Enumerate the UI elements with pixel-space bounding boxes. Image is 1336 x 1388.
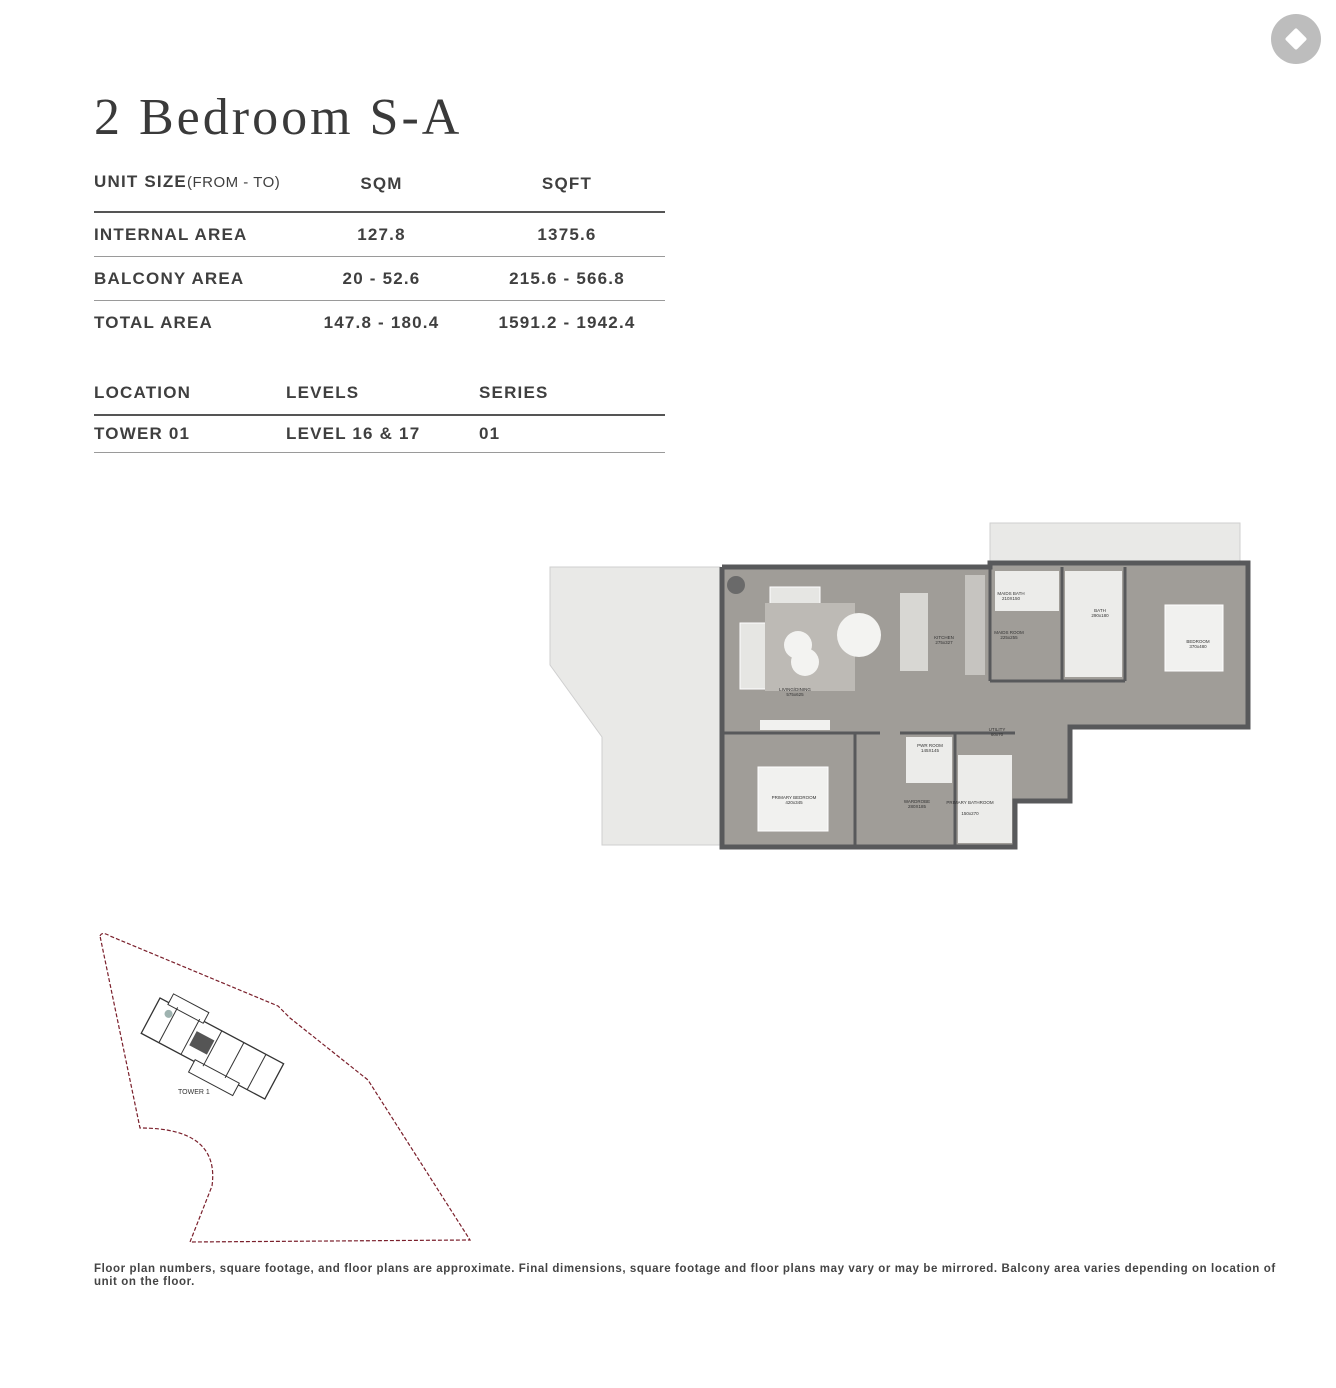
unit-size-sub: (FROM - TO) <box>186 174 281 191</box>
location-header-row <box>94 383 665 415</box>
room-label: 225x255 <box>1000 635 1018 640</box>
room-label: 275x327 <box>935 640 953 645</box>
primary-bath-floor <box>958 755 1012 843</box>
diamond-icon <box>1285 28 1308 51</box>
room-label: 290x180 <box>1091 613 1109 618</box>
sqm-value: 127.8 <box>294 212 469 257</box>
unit-size-header <box>94 172 294 212</box>
row-label: BALCONY AREA <box>94 257 294 301</box>
bed <box>1165 605 1223 671</box>
page-title: 2 Bedroom S-A <box>94 89 463 146</box>
tower-footprint <box>136 989 289 1109</box>
row-label: INTERNAL AREA <box>94 212 294 257</box>
table-row <box>94 257 665 301</box>
sqm-value: 147.8 - 180.4 <box>323 312 440 332</box>
room-label: 210X150 <box>1001 596 1021 601</box>
sqm-value: 20 - 52.6 <box>294 257 469 301</box>
bath-floor <box>1065 571 1122 677</box>
room-label: BATH <box>1094 608 1106 613</box>
location-table <box>94 383 665 453</box>
room-label: BEDROOM <box>1186 639 1210 644</box>
location-header: LOCATION <box>94 383 286 415</box>
table-row <box>94 212 665 257</box>
room-label: PRIMARY BATHROOM <box>946 800 994 805</box>
room-label: LIVING/DINING <box>779 687 811 692</box>
kitchen-counter <box>965 575 985 675</box>
room-label: PRIMARY BEDROOM <box>771 795 817 800</box>
row-label: TOTAL AREA <box>94 312 214 332</box>
levels-value: LEVEL 16 & 17 <box>286 415 479 453</box>
room-label: 420x345 <box>785 800 803 805</box>
kitchen-island <box>900 593 928 671</box>
dining-table <box>837 613 881 657</box>
series-header: SERIES <box>479 383 665 415</box>
tower-label: TOWER 1 <box>178 1089 210 1096</box>
room-label: WARDROBE <box>903 799 931 804</box>
room-dims: 575x625 <box>786 692 804 697</box>
table-row <box>94 415 665 453</box>
room-label: 145X145 <box>920 748 940 753</box>
room-label: PWR ROOM <box>917 743 943 748</box>
tv-unit <box>760 720 830 730</box>
series-value: 01 <box>479 415 665 453</box>
location-value: TOWER 01 <box>94 415 286 453</box>
top-balcony <box>990 523 1240 565</box>
sqm-header: SQM <box>294 172 469 212</box>
nav-button[interactable] <box>1271 14 1321 64</box>
coffee-table <box>791 648 819 676</box>
unit-size-header-row <box>94 172 665 212</box>
site-boundary <box>100 934 470 1243</box>
room-label: MAIDS ROOM <box>994 630 1024 635</box>
plant <box>727 576 745 594</box>
sqft-value: 1591.2 - 1942.4 <box>498 312 636 332</box>
room-label: MAIDS BATH <box>997 591 1025 596</box>
room-label: UTILITY <box>988 727 1006 732</box>
floor-plan <box>540 505 1260 865</box>
room-label: 370x480 <box>1189 644 1207 649</box>
room-label: 280X185 <box>907 804 927 809</box>
levels-header: LEVELS <box>286 383 479 415</box>
unit-size-table <box>94 172 665 344</box>
room-label: 150x270 <box>961 811 979 816</box>
left-balcony <box>550 567 720 845</box>
sofa <box>740 623 768 689</box>
table-row <box>94 301 665 345</box>
sqft-header: SQFT <box>469 172 665 212</box>
sqft-value: 215.6 - 566.8 <box>469 257 665 301</box>
sqft-value: 1375.6 <box>469 212 665 257</box>
unit-size-label: UNIT SIZE <box>94 172 187 191</box>
site-plan <box>90 928 480 1248</box>
disclaimer: Floor plan numbers, square footage, and floor plans are approximate. Final dimensions, square footage and floor plans may vary or may be mirrored. Balcony area varies depending on location of unit on the floor. <box>94 1263 1276 1288</box>
room-label: KITCHEN <box>934 635 954 640</box>
room-label: 60x70 <box>990 732 1004 737</box>
